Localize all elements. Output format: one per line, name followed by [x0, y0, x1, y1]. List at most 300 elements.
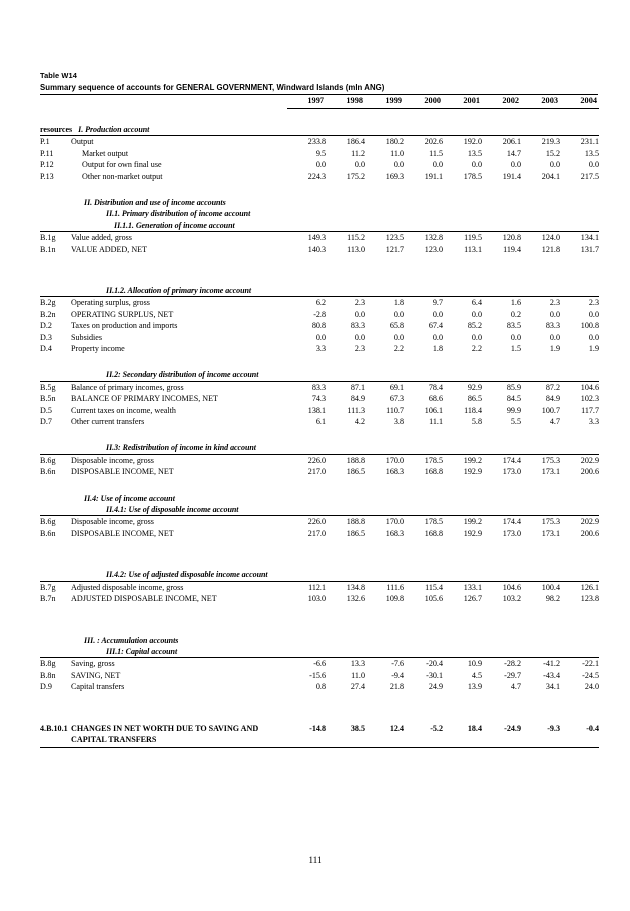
cell-value: 9.7 — [432, 298, 443, 308]
row-label: Output for own final use — [82, 160, 162, 170]
cell-value: 0.0 — [549, 160, 560, 170]
row-label: Output — [71, 137, 94, 147]
table-row — [40, 393, 599, 404]
total-cell-value: -24.9 — [504, 723, 521, 733]
column-header-2002: 2002 — [482, 95, 521, 108]
cell-value: 231.1 — [580, 137, 599, 147]
cell-value: 168.3 — [385, 467, 404, 477]
row-code: B.1n — [40, 244, 56, 254]
table-row — [40, 454, 599, 466]
section-heading-production — [40, 124, 599, 136]
total-blank-cell — [326, 734, 365, 748]
cell-value: 188.8 — [346, 517, 365, 527]
cell-value: 226.0 — [307, 455, 326, 465]
cell-value: 11.0 — [390, 148, 404, 158]
cell-value: 78.4 — [428, 382, 443, 392]
cell-value: 126.7 — [463, 594, 482, 604]
row-code: P.13 — [40, 171, 54, 181]
cell-value: 113.0 — [347, 244, 365, 254]
cell-value: 199.2 — [463, 455, 482, 465]
section-title-capital-account: III.1: Capital account — [106, 646, 178, 656]
cell-value: 113.1 — [464, 244, 482, 254]
cell-value: -6.6 — [313, 659, 326, 669]
cell-value: 121.8 — [541, 244, 560, 254]
cell-value: 83.3 — [545, 321, 560, 331]
section-heading-use-disposable — [40, 504, 599, 516]
row-code: P.1 — [40, 137, 50, 147]
cell-value: 11.1 — [429, 417, 443, 427]
cell-value: 69.1 — [389, 382, 404, 392]
cell-value: 6.2 — [315, 298, 326, 308]
row-label: ADJUSTED DISPOSABLE INCOME, NET — [71, 594, 217, 604]
row-label: Disposable income, gross — [71, 455, 154, 465]
total-row — [40, 723, 599, 735]
cell-value: 34.1 — [545, 682, 560, 692]
header-code-blank — [40, 95, 71, 108]
row-label: Other non-market output — [82, 171, 163, 181]
table-row — [40, 232, 599, 244]
cell-value: 134.8 — [346, 582, 365, 592]
cell-value: 200.6 — [580, 467, 599, 477]
cell-value: 140.3 — [307, 244, 326, 254]
cell-value: -43.4 — [543, 670, 560, 680]
total-blank-cell — [521, 734, 560, 748]
cell-value: 13.3 — [350, 659, 365, 669]
cell-value: 110.7 — [386, 405, 404, 415]
cell-value: 217.0 — [307, 467, 326, 477]
cell-value: 169.3 — [385, 171, 404, 181]
cell-value: 103.2 — [502, 594, 521, 604]
cell-value: 174.4 — [502, 517, 521, 527]
row-code: D.7 — [40, 417, 52, 427]
section-heading-capital-account — [40, 646, 599, 658]
cell-value: 199.2 — [463, 517, 482, 527]
cell-value: 226.0 — [307, 517, 326, 527]
cell-value: 67.4 — [428, 321, 443, 331]
cell-value: 13.9 — [467, 682, 482, 692]
cell-value: 103.0 — [307, 594, 326, 604]
cell-value: 117.7 — [581, 405, 599, 415]
row-code: D.9 — [40, 682, 52, 692]
row-code: B.6g — [40, 455, 56, 465]
cell-value: 186.5 — [346, 528, 365, 538]
cell-value: -24.5 — [582, 670, 599, 680]
cell-value: 133.1 — [463, 582, 482, 592]
cell-value: 5.5 — [510, 417, 521, 427]
cell-value: 104.6 — [580, 382, 599, 392]
spacer — [40, 539, 599, 569]
table-row — [40, 516, 599, 528]
cell-value: 173.1 — [541, 467, 560, 477]
total-row-label: CHANGES IN NET WORTH DUE TO SAVING AND — [71, 723, 259, 733]
cell-value: 87.2 — [545, 382, 560, 392]
cell-value: 74.3 — [311, 394, 326, 404]
section-title-production: I. Production account — [78, 124, 150, 134]
cell-value: 24.0 — [584, 682, 599, 692]
section-heading-redistribution-kind — [40, 442, 599, 454]
row-code: B.8g — [40, 659, 56, 669]
row-label: Adjusted disposable income, gross — [71, 582, 184, 592]
cell-value: -41.2 — [543, 659, 560, 669]
cell-value: 67.3 — [389, 394, 404, 404]
cell-value: 109.8 — [385, 594, 404, 604]
section-title-generation-income: II.1.1. Generation of income account — [114, 220, 235, 230]
cell-value: 1.8 — [393, 298, 404, 308]
cell-value: 2.3 — [549, 298, 560, 308]
cell-value: 84.9 — [350, 394, 365, 404]
cell-value: 217.5 — [580, 171, 599, 181]
section-heading-allocation-primary — [40, 285, 599, 297]
table-row — [40, 171, 599, 182]
cell-value: 84.5 — [506, 394, 521, 404]
table-row — [40, 670, 599, 681]
table-row — [40, 381, 599, 393]
spacer — [40, 478, 599, 493]
row-label: VALUE ADDED, NET — [71, 244, 148, 254]
cell-value: 98.2 — [545, 594, 560, 604]
cell-value: 1.8 — [432, 344, 443, 353]
table-row — [40, 466, 599, 477]
cell-value: 175.2 — [346, 171, 365, 181]
cell-value: 131.7 — [580, 244, 599, 254]
table-row — [40, 343, 599, 354]
cell-value: 186.4 — [346, 137, 365, 147]
row-code: B.5g — [40, 382, 56, 392]
cell-value: 11.2 — [351, 148, 365, 158]
cell-value: 4.7 — [549, 417, 560, 427]
row-label: DISPOSABLE INCOME, NET — [71, 528, 174, 538]
cell-value: 2.3 — [588, 298, 599, 308]
cell-value: 0.0 — [393, 160, 404, 170]
cell-value: 202.9 — [580, 517, 599, 527]
cell-value: 1.6 — [510, 298, 521, 308]
cell-value: 186.5 — [346, 467, 365, 477]
cell-value: 0.0 — [393, 332, 404, 342]
cell-value: 5.8 — [471, 417, 482, 427]
total-blank-cell — [365, 734, 404, 748]
cell-value: 115.2 — [347, 233, 365, 243]
cell-value: 115.4 — [425, 582, 443, 592]
cell-value: 83.3 — [311, 382, 326, 392]
table-row — [40, 416, 599, 427]
cell-value: 175.3 — [541, 517, 560, 527]
row-label: OPERATING SURPLUS, NET — [71, 309, 174, 319]
cell-value: 173.0 — [502, 528, 521, 538]
spacer — [40, 693, 599, 723]
total-cell-value: -5.2 — [430, 723, 443, 733]
table-row — [40, 658, 599, 670]
cell-value: 21.8 — [389, 682, 404, 692]
cell-value: 68.6 — [428, 394, 443, 404]
cell-value: 1.5 — [510, 344, 521, 353]
cell-value: 65.8 — [389, 321, 404, 331]
total-blank-cell — [287, 734, 326, 748]
section-heading-generation-income — [40, 220, 599, 232]
row-label: Value added, gross — [71, 233, 132, 243]
cell-value: 2.2 — [393, 344, 404, 353]
table-header-row — [40, 95, 599, 108]
row-label: DISPOSABLE INCOME, NET — [71, 467, 174, 477]
cell-value: 102.3 — [580, 394, 599, 404]
cell-value: 0.0 — [549, 309, 560, 319]
cell-value: 11.5 — [429, 148, 443, 158]
accounts-table — [40, 95, 599, 748]
section-title-secondary-distribution: II.2: Secondary distribution of income account — [106, 370, 259, 380]
column-header-2001: 2001 — [443, 95, 482, 108]
row-code: B.7n — [40, 594, 56, 604]
row-label: Taxes on production and imports — [71, 321, 178, 331]
cell-value: 0.0 — [588, 332, 599, 342]
cell-value: -2.8 — [313, 309, 326, 319]
cell-value: 85.9 — [506, 382, 521, 392]
cell-value: 10.9 — [467, 659, 482, 669]
total-cell-value: 18.4 — [467, 723, 482, 733]
cell-value: 0.8 — [315, 682, 326, 692]
section-heading-accumulation — [40, 635, 599, 646]
cell-value: 0.0 — [432, 309, 443, 319]
cell-value: 178.5 — [424, 455, 443, 465]
total-cell-value: -14.8 — [309, 723, 326, 733]
cell-value: 92.9 — [467, 382, 482, 392]
cell-value: -15.6 — [309, 670, 326, 680]
cell-value: 11.0 — [351, 670, 365, 680]
cell-value: 0.0 — [354, 160, 365, 170]
cell-value: 149.3 — [307, 233, 326, 243]
table-row — [40, 681, 599, 692]
total-row-label-line2: CAPITAL TRANSFERS — [71, 734, 287, 748]
cell-value: 0.0 — [432, 332, 443, 342]
spacer — [40, 108, 599, 124]
cell-value: 14.7 — [506, 148, 521, 158]
cell-value: 6.1 — [315, 417, 326, 427]
cell-value: 134.1 — [580, 233, 599, 243]
cell-value: 2.3 — [354, 344, 365, 353]
cell-value: 83.3 — [350, 321, 365, 331]
cell-value: 170.0 — [385, 455, 404, 465]
cell-value: 0.0 — [471, 309, 482, 319]
row-code: D.4 — [40, 344, 52, 353]
table-row — [40, 297, 599, 309]
cell-value: 1.9 — [549, 344, 560, 353]
table-row — [40, 320, 599, 331]
column-header-1999: 1999 — [365, 95, 404, 108]
cell-value: 0.0 — [510, 160, 521, 170]
cell-value: 168.3 — [385, 528, 404, 538]
cell-value: 188.8 — [346, 455, 365, 465]
cell-value: 170.0 — [385, 517, 404, 527]
table-row — [40, 405, 599, 416]
row-label: Subsidies — [71, 332, 103, 342]
row-label: Other current transfers — [71, 417, 145, 427]
cell-value: 180.2 — [385, 137, 404, 147]
table-row — [40, 332, 599, 343]
section-title-redistribution-kind: II.3: Redistribution of income in kind account — [106, 443, 256, 453]
total-cell-value: -9.3 — [547, 723, 560, 733]
cell-value: 104.6 — [502, 582, 521, 592]
cell-value: 192.0 — [463, 137, 482, 147]
cell-value: -28.2 — [504, 659, 521, 669]
row-label: Market output — [82, 148, 129, 158]
cell-value: 119.5 — [464, 233, 482, 243]
cell-value: 132.6 — [346, 594, 365, 604]
row-label: Disposable income, gross — [71, 517, 154, 527]
column-header-2004: 2004 — [560, 95, 599, 108]
section-heading-use-adjusted-disposable — [40, 569, 599, 581]
row-code: B.2n — [40, 309, 56, 319]
section-title-use-disposable: II.4.1: Use of disposable income account — [106, 505, 239, 515]
spacer — [40, 182, 599, 197]
cell-value: 3.3 — [588, 417, 599, 427]
cell-value: 105.6 — [424, 594, 443, 604]
cell-value: -7.6 — [391, 659, 404, 669]
cell-value: 233.8 — [307, 137, 326, 147]
cell-value: 0.0 — [510, 332, 521, 342]
cell-value: 4.2 — [354, 417, 365, 427]
cell-value: 202.6 — [424, 137, 443, 147]
row-code: D.3 — [40, 332, 52, 342]
cell-value: 173.1 — [541, 528, 560, 538]
row-code: B.6g — [40, 517, 56, 527]
page-number: 111 — [308, 856, 322, 866]
row-code: D.2 — [40, 321, 52, 331]
cell-value: 121.7 — [385, 244, 404, 254]
cell-value: 0.0 — [354, 332, 365, 342]
cell-value: 0.0 — [471, 332, 482, 342]
row-code: B.8n — [40, 670, 56, 680]
cell-value: 0.0 — [432, 160, 443, 170]
cell-value: 132.8 — [424, 233, 443, 243]
cell-value: 192.9 — [463, 467, 482, 477]
cell-value: 126.1 — [580, 582, 599, 592]
total-cell-value: 38.5 — [350, 723, 365, 733]
total-row-continuation — [40, 734, 599, 748]
cell-value: 0.0 — [588, 309, 599, 319]
cell-value: 100.4 — [541, 582, 560, 592]
cell-value: 106.1 — [424, 405, 443, 415]
cell-value: 217.0 — [307, 528, 326, 538]
spacer — [40, 427, 599, 442]
total-blank-cell — [404, 734, 443, 748]
cell-value: 0.0 — [315, 160, 326, 170]
cell-value: 4.5 — [471, 670, 482, 680]
table-row — [40, 148, 599, 159]
column-header-2000: 2000 — [404, 95, 443, 108]
cell-value: 224.3 — [307, 171, 326, 181]
cell-value: 119.4 — [503, 244, 521, 254]
section-title-primary-distribution: II.1. Primary distribution of income account — [106, 209, 251, 219]
spacer — [40, 255, 599, 285]
section-heading-secondary-distribution — [40, 369, 599, 381]
spacer — [40, 354, 599, 369]
cell-value: 0.0 — [471, 160, 482, 170]
cell-value: 80.8 — [311, 321, 326, 331]
table-row — [40, 136, 599, 148]
total-cell-value: 12.4 — [389, 723, 404, 733]
row-code: P.12 — [40, 160, 54, 170]
cell-value: -9.4 — [391, 670, 404, 680]
section-heading-primary-distribution — [40, 208, 599, 219]
total-blank-cell — [443, 734, 482, 748]
cell-value: -29.7 — [504, 670, 521, 680]
cell-value: 85.2 — [467, 321, 482, 331]
cell-value: 83.5 — [506, 321, 521, 331]
cell-value: 178.5 — [463, 171, 482, 181]
row-code: B.2g — [40, 298, 56, 308]
cell-value: 100.7 — [541, 405, 560, 415]
row-label: Operating surplus, gross — [71, 298, 150, 308]
row-label: Current taxes on income, wealth — [71, 405, 176, 415]
resources-tag: resources — [40, 124, 73, 134]
cell-value: 192.9 — [463, 528, 482, 538]
cell-value: 123.5 — [385, 233, 404, 243]
total-blank-cell — [560, 734, 599, 748]
cell-value: 175.3 — [541, 455, 560, 465]
row-label: Property income — [71, 344, 125, 353]
cell-value: 123.8 — [580, 594, 599, 604]
table-row — [40, 581, 599, 593]
cell-value: 191.4 — [502, 171, 521, 181]
cell-value: -30.1 — [426, 670, 443, 680]
cell-value: 0.2 — [510, 309, 521, 319]
column-header-1997: 1997 — [287, 95, 326, 108]
cell-value: 219.3 — [541, 137, 560, 147]
cell-value: 168.8 — [424, 467, 443, 477]
row-code: B.5n — [40, 394, 56, 404]
cell-value: -22.1 — [582, 659, 599, 669]
cell-value: 2.3 — [354, 298, 365, 308]
cell-value: 84.9 — [545, 394, 560, 404]
cell-value: 13.5 — [584, 148, 599, 158]
row-code: B.1g — [40, 233, 56, 243]
section-title-use-adjusted-disposable: II.4.2: Use of adjusted disposable income account — [106, 570, 268, 580]
cell-value: 0.0 — [393, 309, 404, 319]
cell-value: 111.6 — [386, 582, 404, 592]
cell-value: 3.8 — [393, 417, 404, 427]
section-title-distribution-use: II. Distribution and use of income accounts — [84, 197, 226, 207]
cell-value: 118.4 — [464, 405, 482, 415]
cell-value: 86.5 — [467, 394, 482, 404]
cell-value: 99.9 — [506, 405, 521, 415]
section-title-use-of-income: II.4: Use of income account — [84, 493, 175, 503]
cell-value: 9.5 — [315, 148, 326, 158]
cell-value: 168.8 — [424, 528, 443, 538]
row-label: Capital transfers — [71, 682, 125, 692]
row-label: SAVING, NET — [71, 670, 121, 680]
cell-value: 2.2 — [471, 344, 482, 353]
total-blank-cell — [482, 734, 521, 748]
cell-value: 138.1 — [307, 405, 326, 415]
cell-value: 204.1 — [541, 171, 560, 181]
row-label: BALANCE OF PRIMARY INCOMES, NET — [71, 394, 218, 404]
column-header-2003: 2003 — [521, 95, 560, 108]
row-code: B.6n — [40, 467, 56, 477]
cell-value: 174.4 — [502, 455, 521, 465]
table-row — [40, 159, 599, 170]
cell-value: 100.8 — [580, 321, 599, 331]
table-id: Table W14 — [40, 71, 77, 80]
cell-value: 27.4 — [350, 682, 365, 692]
cell-value: 124.0 — [541, 233, 560, 243]
header-label-blank — [71, 95, 287, 108]
table-row — [40, 528, 599, 539]
cell-value: 0.0 — [315, 332, 326, 342]
section-title-accumulation: III. : Accumulation accounts — [84, 635, 179, 645]
total-row-code: 4.B.10.1 — [40, 723, 68, 733]
section-heading-use-of-income — [40, 493, 599, 504]
cell-value: 206.1 — [502, 137, 521, 147]
cell-value: 173.0 — [502, 467, 521, 477]
table-row — [40, 309, 599, 320]
